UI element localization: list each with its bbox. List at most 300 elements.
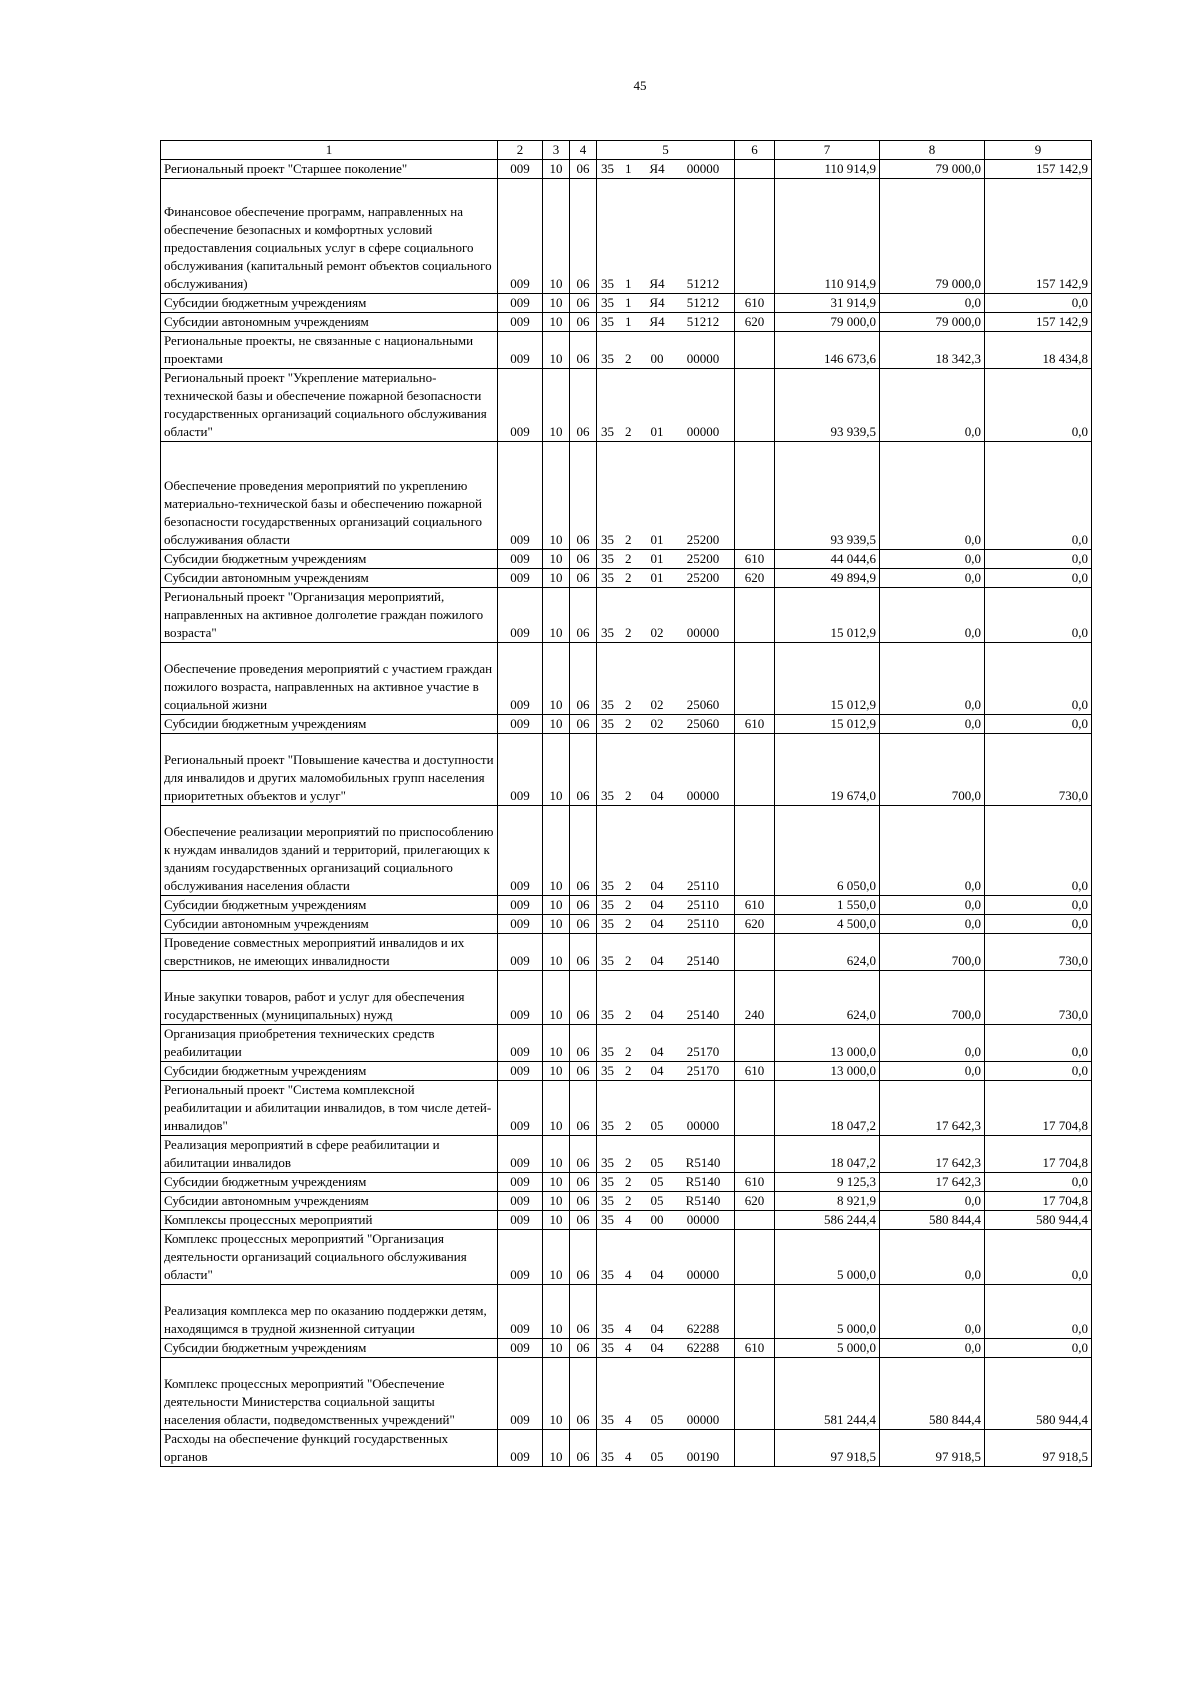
amount-year1-cell: 581 244,4 [775, 1358, 880, 1430]
table-row [161, 1136, 1092, 1173]
article-project: 04 [650, 1044, 664, 1059]
article-type: 2 [625, 625, 632, 640]
row-name: Комплексы процессных мероприятий [164, 1212, 373, 1227]
row-name-cell [161, 1211, 498, 1230]
code-ministry-cell: 009 [498, 1062, 543, 1081]
article-direction: 25200 [686, 551, 720, 566]
table-row [161, 1230, 1092, 1285]
expense-type-cell: 610 [735, 896, 775, 915]
header-cell: 7 [775, 141, 880, 160]
expense-type-cell [735, 442, 775, 550]
amount-year2-cell: 0,0 [880, 806, 985, 896]
amount-year1-cell: 5 000,0 [775, 1285, 880, 1339]
row-name: Комплекс процессных мероприятий "Организация деятельности организаций социального обслуживания области" [164, 1231, 467, 1282]
article-direction: 25170 [686, 1044, 720, 1059]
article-program: 35 [601, 570, 614, 585]
amount-year2-cell: 580 844,4 [880, 1358, 985, 1430]
table-row [161, 806, 1092, 896]
table-row [161, 1062, 1092, 1081]
code-subsection-cell: 06 [570, 160, 597, 179]
code-section-cell: 10 [543, 806, 570, 896]
row-name: Региональный проект "Система комплексной реабилитации и абилитации инвалидов, в том числе детей-инвалидов" [164, 1082, 492, 1133]
table-row [161, 1211, 1092, 1230]
article-project: 04 [650, 788, 664, 803]
article-program: 35 [601, 1321, 614, 1336]
amount-year3-cell: 157 142,9 [985, 179, 1092, 294]
amount-year1-cell: 19 674,0 [775, 734, 880, 806]
article-program: 35 [601, 953, 614, 968]
expense-type-cell [735, 643, 775, 715]
expense-type-cell [735, 1025, 775, 1062]
row-name-cell [161, 643, 498, 715]
row-name: Региональный проект "Укрепление материально-технической базы и обеспечение пожарной безопасности государственных организаций социального обслуживания области" [164, 370, 487, 439]
target-article-cell [597, 442, 735, 550]
table-row [161, 369, 1092, 442]
article-project: Я4 [649, 161, 665, 176]
code-ministry-cell: 009 [498, 313, 543, 332]
row-name-cell [161, 896, 498, 915]
header-row [161, 141, 1092, 160]
row-name: Региональный проект "Организация мероприятий, направленных на активное долголетие граждан пожилого возраста" [164, 589, 484, 640]
target-article-cell [597, 971, 735, 1025]
row-name: Субсидии автономным учреждениям [164, 1193, 369, 1208]
code-section-cell: 10 [543, 1358, 570, 1430]
amount-year3-cell: 580 944,4 [985, 1358, 1092, 1430]
article-direction: 25060 [686, 697, 720, 712]
code-section-cell: 10 [543, 934, 570, 971]
code-ministry-cell: 009 [498, 971, 543, 1025]
table-row [161, 915, 1092, 934]
code-subsection-cell: 06 [570, 971, 597, 1025]
code-section-cell: 10 [543, 1211, 570, 1230]
code-section-cell: 10 [543, 1285, 570, 1339]
amount-year1-cell: 624,0 [775, 934, 880, 971]
row-name: Обеспечение проведения мероприятий с участием граждан пожилого возраста, направленных на активное участие в социальной жизни [164, 661, 493, 712]
amount-year1-cell: 624,0 [775, 971, 880, 1025]
amount-year1-cell: 15 012,9 [775, 715, 880, 734]
target-article-cell [597, 369, 735, 442]
code-ministry-cell: 009 [498, 1211, 543, 1230]
article-direction: 51212 [686, 295, 720, 310]
target-article-cell [597, 1192, 735, 1211]
target-article-cell [597, 313, 735, 332]
row-name: Субсидии бюджетным учреждениям [164, 1063, 367, 1078]
expense-type-cell [735, 179, 775, 294]
amount-year1-cell: 79 000,0 [775, 313, 880, 332]
article-direction: 62288 [686, 1321, 720, 1336]
article-type: 2 [625, 788, 632, 803]
target-article-cell [597, 1081, 735, 1136]
code-section-cell: 10 [543, 179, 570, 294]
row-name: Организация приобретения технических средств реабилитации [164, 1026, 435, 1059]
row-name-cell [161, 715, 498, 734]
article-project: 04 [650, 1321, 664, 1336]
article-direction: 00000 [686, 1212, 720, 1227]
article-direction: 00190 [686, 1449, 720, 1464]
code-subsection-cell: 06 [570, 1192, 597, 1211]
amount-year2-cell: 0,0 [880, 588, 985, 643]
amount-year2-cell: 0,0 [880, 1230, 985, 1285]
row-name-cell [161, 369, 498, 442]
article-program: 35 [601, 716, 614, 731]
amount-year1-cell: 8 921,9 [775, 1192, 880, 1211]
article-project: Я4 [649, 295, 665, 310]
article-direction: 25140 [686, 953, 720, 968]
code-subsection-cell: 06 [570, 934, 597, 971]
header-cell: 4 [570, 141, 597, 160]
article-type: 2 [625, 1007, 632, 1022]
article-program: 35 [601, 916, 614, 931]
expense-type-cell: 610 [735, 294, 775, 313]
article-project: Я4 [649, 314, 665, 329]
row-name: Реализация комплекса мер по оказанию поддержки детям, находящимся в трудной жизненной ситуации [164, 1303, 487, 1336]
article-direction: 51212 [686, 276, 720, 291]
code-subsection-cell: 06 [570, 1230, 597, 1285]
expense-type-cell [735, 806, 775, 896]
amount-year1-cell: 146 673,6 [775, 332, 880, 369]
expense-type-cell: 610 [735, 1062, 775, 1081]
code-ministry-cell: 009 [498, 442, 543, 550]
target-article-cell [597, 569, 735, 588]
row-name-cell [161, 442, 498, 550]
article-direction: 25110 [686, 878, 720, 893]
row-name-cell [161, 160, 498, 179]
amount-year2-cell: 0,0 [880, 294, 985, 313]
amount-year2-cell: 0,0 [880, 1192, 985, 1211]
expense-type-cell: 610 [735, 1339, 775, 1358]
code-section-cell: 10 [543, 643, 570, 715]
article-type: 2 [625, 916, 632, 931]
header-cell: 2 [498, 141, 543, 160]
amount-year1-cell: 93 939,5 [775, 442, 880, 550]
row-name-cell [161, 1062, 498, 1081]
code-section-cell: 10 [543, 896, 570, 915]
article-program: 35 [601, 161, 614, 176]
article-program: 35 [601, 697, 614, 712]
header-cell: 9 [985, 141, 1092, 160]
code-section-cell: 10 [543, 569, 570, 588]
code-section-cell: 10 [543, 915, 570, 934]
article-type: 2 [625, 953, 632, 968]
amount-year3-cell: 157 142,9 [985, 160, 1092, 179]
article-type: 2 [625, 570, 632, 585]
amount-year1-cell: 44 044,6 [775, 550, 880, 569]
code-ministry-cell: 009 [498, 715, 543, 734]
amount-year1-cell: 97 918,5 [775, 1430, 880, 1467]
code-ministry-cell: 009 [498, 643, 543, 715]
expense-type-cell: 620 [735, 915, 775, 934]
target-article-cell [597, 1062, 735, 1081]
amount-year3-cell: 18 434,8 [985, 332, 1092, 369]
expense-type-cell [735, 160, 775, 179]
table-row [161, 715, 1092, 734]
code-subsection-cell: 06 [570, 1358, 597, 1430]
article-program: 35 [601, 424, 614, 439]
target-article-cell [597, 1285, 735, 1339]
row-name-cell [161, 1230, 498, 1285]
article-program: 35 [601, 295, 614, 310]
amount-year1-cell: 49 894,9 [775, 569, 880, 588]
amount-year1-cell: 110 914,9 [775, 160, 880, 179]
code-ministry-cell: 009 [498, 160, 543, 179]
article-program: 35 [601, 788, 614, 803]
amount-year2-cell: 79 000,0 [880, 160, 985, 179]
table-row [161, 934, 1092, 971]
amount-year1-cell: 18 047,2 [775, 1081, 880, 1136]
article-type: 2 [625, 1044, 632, 1059]
amount-year3-cell: 0,0 [985, 369, 1092, 442]
code-subsection-cell: 06 [570, 294, 597, 313]
amount-year1-cell: 586 244,4 [775, 1211, 880, 1230]
table-row [161, 550, 1092, 569]
article-project: 04 [650, 1007, 664, 1022]
amount-year2-cell: 0,0 [880, 915, 985, 934]
code-section-cell: 10 [543, 332, 570, 369]
row-name-cell [161, 1358, 498, 1430]
table-row [161, 643, 1092, 715]
amount-year3-cell: 17 704,8 [985, 1192, 1092, 1211]
expense-type-cell [735, 1211, 775, 1230]
article-type: 2 [625, 1193, 632, 1208]
code-section-cell: 10 [543, 442, 570, 550]
amount-year1-cell: 1 550,0 [775, 896, 880, 915]
row-name-cell [161, 179, 498, 294]
code-subsection-cell: 06 [570, 313, 597, 332]
article-project: 04 [650, 1340, 664, 1355]
expense-type-cell: 620 [735, 313, 775, 332]
table-row [161, 896, 1092, 915]
row-name: Субсидии бюджетным учреждениям [164, 295, 367, 310]
article-direction: 00000 [686, 1267, 720, 1282]
article-type: 4 [625, 1340, 632, 1355]
article-program: 35 [601, 878, 614, 893]
article-direction: 25110 [686, 916, 720, 931]
article-program: 35 [601, 351, 614, 366]
code-ministry-cell: 009 [498, 588, 543, 643]
code-ministry-cell: 009 [498, 294, 543, 313]
article-program: 35 [601, 1007, 614, 1022]
row-name: Региональный проект "Повышение качества и доступности для инвалидов и других маломобильных групп населения приоритетных объектов и услуг" [164, 752, 494, 803]
header-cell: 5 [597, 141, 735, 160]
article-direction: 62288 [686, 1340, 720, 1355]
code-ministry-cell: 009 [498, 1081, 543, 1136]
target-article-cell [597, 550, 735, 569]
row-name-cell [161, 550, 498, 569]
code-ministry-cell: 009 [498, 179, 543, 294]
article-program: 35 [601, 276, 614, 291]
target-article-cell [597, 588, 735, 643]
code-subsection-cell: 06 [570, 1211, 597, 1230]
code-subsection-cell: 06 [570, 369, 597, 442]
article-type: 2 [625, 697, 632, 712]
expense-type-cell: 620 [735, 569, 775, 588]
amount-year2-cell: 79 000,0 [880, 179, 985, 294]
article-direction: 00000 [686, 1118, 720, 1133]
article-direction: R5140 [685, 1174, 721, 1189]
article-program: 35 [601, 1449, 614, 1464]
amount-year1-cell: 110 914,9 [775, 179, 880, 294]
article-program: 35 [601, 1212, 614, 1227]
table-row [161, 1081, 1092, 1136]
article-project: 04 [650, 1063, 664, 1078]
row-name: Региональный проект "Старшее поколение" [164, 161, 408, 176]
row-name-cell [161, 1339, 498, 1358]
row-name: Субсидии бюджетным учреждениям [164, 897, 367, 912]
article-program: 35 [601, 1118, 614, 1133]
code-subsection-cell: 06 [570, 734, 597, 806]
amount-year2-cell: 18 342,3 [880, 332, 985, 369]
amount-year2-cell: 0,0 [880, 1285, 985, 1339]
amount-year2-cell: 0,0 [880, 1062, 985, 1081]
article-direction: 25200 [686, 532, 720, 547]
article-program: 35 [601, 314, 614, 329]
target-article-cell [597, 1358, 735, 1430]
amount-year1-cell: 93 939,5 [775, 369, 880, 442]
target-article-cell [597, 160, 735, 179]
article-direction: 00000 [686, 351, 720, 366]
row-name: Обеспечение реализации мероприятий по приспособлению к нуждам инвалидов зданий и территорий, прилегающих к зданиям государственных организаций социального обслуживания населения области [164, 824, 494, 893]
code-section-cell: 10 [543, 971, 570, 1025]
code-section-cell: 10 [543, 294, 570, 313]
expense-type-cell: 610 [735, 1173, 775, 1192]
page-number: 45 [633, 78, 647, 93]
code-subsection-cell: 06 [570, 915, 597, 934]
table-row [161, 313, 1092, 332]
amount-year3-cell: 0,0 [985, 442, 1092, 550]
amount-year2-cell: 0,0 [880, 715, 985, 734]
code-ministry-cell: 009 [498, 1358, 543, 1430]
target-article-cell [597, 1025, 735, 1062]
code-section-cell: 10 [543, 588, 570, 643]
row-name-cell [161, 1136, 498, 1173]
article-type: 2 [625, 551, 632, 566]
amount-year2-cell: 17 642,3 [880, 1081, 985, 1136]
row-name-cell [161, 1081, 498, 1136]
code-section-cell: 10 [543, 1192, 570, 1211]
code-section-cell: 10 [543, 1062, 570, 1081]
article-type: 2 [625, 424, 632, 439]
code-section-cell: 10 [543, 1339, 570, 1358]
article-project: 05 [650, 1174, 664, 1189]
amount-year3-cell: 580 944,4 [985, 1211, 1092, 1230]
table-row [161, 734, 1092, 806]
amount-year1-cell: 9 125,3 [775, 1173, 880, 1192]
expense-type-cell [735, 1230, 775, 1285]
code-section-cell: 10 [543, 369, 570, 442]
target-article-cell [597, 1136, 735, 1173]
amount-year2-cell: 0,0 [880, 643, 985, 715]
amount-year3-cell: 0,0 [985, 915, 1092, 934]
code-ministry-cell: 009 [498, 1339, 543, 1358]
article-program: 35 [601, 532, 614, 547]
article-direction: 51212 [686, 314, 720, 329]
article-program: 35 [601, 897, 614, 912]
article-program: 35 [601, 1340, 614, 1355]
article-direction: 00000 [686, 161, 720, 176]
row-name: Субсидии автономным учреждениям [164, 916, 369, 931]
table-row [161, 179, 1092, 294]
code-subsection-cell: 06 [570, 1339, 597, 1358]
code-ministry-cell: 009 [498, 734, 543, 806]
article-project: 04 [650, 953, 664, 968]
code-section-cell: 10 [543, 1025, 570, 1062]
code-section-cell: 10 [543, 715, 570, 734]
amount-year2-cell: 17 642,3 [880, 1173, 985, 1192]
code-ministry-cell: 009 [498, 1025, 543, 1062]
table-row [161, 971, 1092, 1025]
amount-year3-cell: 0,0 [985, 806, 1092, 896]
article-program: 35 [601, 1155, 614, 1170]
amount-year1-cell: 13 000,0 [775, 1062, 880, 1081]
amount-year3-cell: 17 704,8 [985, 1081, 1092, 1136]
row-name-cell [161, 332, 498, 369]
article-project: 05 [650, 1449, 664, 1464]
row-name-cell [161, 734, 498, 806]
code-subsection-cell: 06 [570, 1285, 597, 1339]
header-cell: 1 [161, 141, 498, 160]
amount-year2-cell: 0,0 [880, 550, 985, 569]
target-article-cell [597, 915, 735, 934]
amount-year1-cell: 15 012,9 [775, 643, 880, 715]
row-name: Субсидии бюджетным учреждениям [164, 1340, 367, 1355]
article-type: 1 [625, 295, 632, 310]
code-ministry-cell: 009 [498, 1285, 543, 1339]
article-type: 4 [625, 1449, 632, 1464]
table-body [161, 160, 1092, 1467]
code-subsection-cell: 06 [570, 588, 597, 643]
article-type: 2 [625, 1155, 632, 1170]
article-type: 4 [625, 1212, 632, 1227]
article-direction: 00000 [686, 788, 720, 803]
article-type: 2 [625, 716, 632, 731]
code-subsection-cell: 06 [570, 1430, 597, 1467]
amount-year2-cell: 700,0 [880, 934, 985, 971]
article-type: 4 [625, 1412, 632, 1427]
code-ministry-cell: 009 [498, 915, 543, 934]
expense-type-cell [735, 934, 775, 971]
target-article-cell [597, 179, 735, 294]
code-subsection-cell: 06 [570, 569, 597, 588]
article-type: 2 [625, 878, 632, 893]
code-ministry-cell: 009 [498, 550, 543, 569]
article-project: 05 [650, 1118, 664, 1133]
code-section-cell: 10 [543, 1430, 570, 1467]
code-ministry-cell: 009 [498, 934, 543, 971]
amount-year1-cell: 5 000,0 [775, 1339, 880, 1358]
table-row [161, 1192, 1092, 1211]
amount-year3-cell: 17 704,8 [985, 1136, 1092, 1173]
expense-type-cell [735, 1136, 775, 1173]
row-name: Финансовое обеспечение программ, направленных на обеспечение безопасных и комфортных условий предоставления социальных услуг в сфере социального обслуживания (капитальный ремонт объектов социального обслуживания) [164, 204, 492, 291]
article-project: 05 [650, 1155, 664, 1170]
table-row [161, 1173, 1092, 1192]
row-name: Реализация мероприятий в сфере реабилитации и абилитации инвалидов [164, 1137, 440, 1170]
expense-type-cell [735, 369, 775, 442]
article-direction: 00000 [686, 625, 720, 640]
article-direction: 25110 [686, 897, 720, 912]
article-type: 2 [625, 1118, 632, 1133]
expense-type-cell [735, 1430, 775, 1467]
amount-year2-cell: 700,0 [880, 734, 985, 806]
amount-year2-cell: 700,0 [880, 971, 985, 1025]
table-row [161, 294, 1092, 313]
code-subsection-cell: 06 [570, 1025, 597, 1062]
expense-type-cell: 610 [735, 550, 775, 569]
article-direction: 25140 [686, 1007, 720, 1022]
amount-year1-cell: 15 012,9 [775, 588, 880, 643]
target-article-cell [597, 1173, 735, 1192]
table-row [161, 332, 1092, 369]
